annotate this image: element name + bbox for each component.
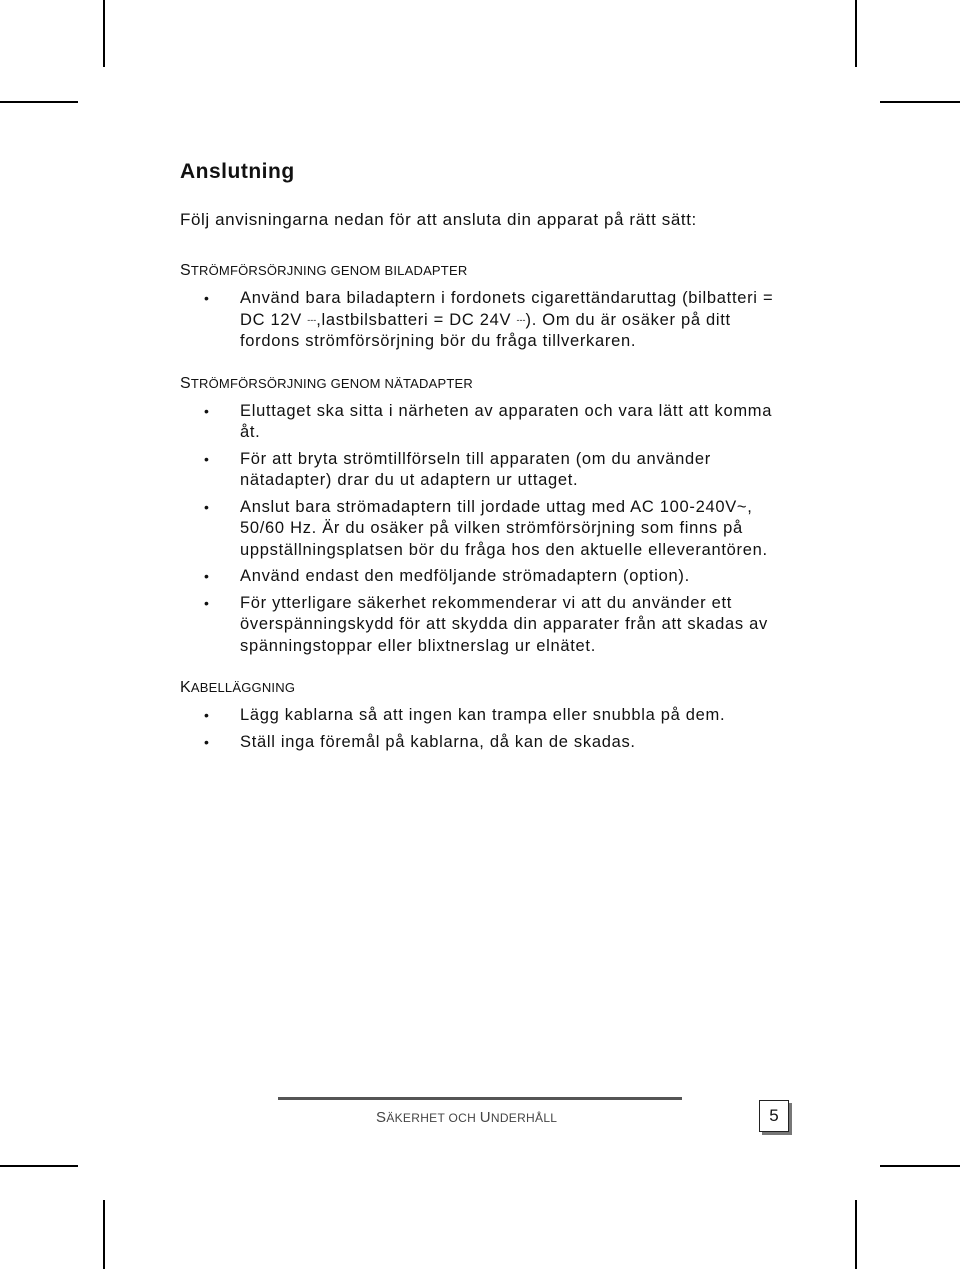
list-item <box>180 566 790 588</box>
item-text: Lägg kablarna så att ingen kan trampa eller snubbla på dem. <box>240 706 726 724</box>
crop-mark <box>103 1200 105 1269</box>
item-text: ,lastbilsbatteri = DC 24V <box>316 310 517 329</box>
footer-title <box>376 1109 557 1126</box>
crop-mark <box>855 1200 857 1269</box>
bullet-icon: • <box>204 450 210 467</box>
footer-title-rest: ÄKERHET OCH <box>386 1111 480 1125</box>
page-title: Anslutning <box>180 160 295 183</box>
section-heading-natadapter <box>180 375 790 393</box>
list-item <box>180 497 790 562</box>
item-text: Ställ inga föremål på kablarna, då kan de skadas. <box>240 732 636 751</box>
list-item <box>180 593 790 658</box>
item-text: ). Om du är osäker på ditt fordons strömförsörjning bör du fråga tillverkaren. <box>240 310 731 350</box>
footer-rule <box>278 1097 682 1100</box>
bullet-icon: • <box>204 594 210 611</box>
crop-mark <box>855 0 857 67</box>
heading-initial: S <box>180 262 191 279</box>
crop-mark <box>880 101 960 103</box>
item-text: Anslut bara strömadaptern till jordade uttag med AC 100-240V~, 50/60 Hz. Är du osäker på vilken strömförsörjning som finns på uppställningsplatsen bör du fråga hos den aktuelle elleverantören. <box>240 497 768 559</box>
bullet-list <box>180 705 790 753</box>
dc-symbol-icon: --- <box>307 314 317 325</box>
list-item <box>180 732 790 754</box>
item-text: För att bryta strömtillförseln till apparaten (om du använder nätadapter) drar du ut adaptern ur uttaget. <box>240 449 711 489</box>
bullet-icon: • <box>204 290 210 306</box>
bullet-icon: • <box>204 733 210 750</box>
heading-rest: ABELLÄGGNING <box>190 680 296 695</box>
item-text: Använd bara biladaptern i fordonets cigarettändaruttag (bilbatteri = DC 12V <box>240 289 774 329</box>
list-item <box>180 705 790 727</box>
crop-mark <box>0 101 78 103</box>
footer-title-initial: S <box>376 1109 387 1126</box>
intro-text: Följ anvisningarna nedan för att ansluta din apparat på rätt sätt: <box>180 210 697 229</box>
bullet-icon: • <box>204 498 210 515</box>
page-number: 5 <box>759 1100 789 1132</box>
section-heading-kabellaggning <box>180 679 790 697</box>
list-item <box>180 401 790 444</box>
heading-initial: S <box>180 374 191 392</box>
item-text: För ytterligare säkerhet rekommenderar vi att du använder ett överspänningskydd för att skydda din apparater från att skadas av spänningstoppar eller blixtnerslag ur elnätet. <box>240 593 768 655</box>
item-text: Eluttaget ska sitta i närheten av apparaten och vara lätt att komma åt. <box>240 401 773 441</box>
list-item <box>180 449 790 492</box>
crop-mark <box>880 1165 960 1167</box>
bullet-icon: • <box>204 568 210 584</box>
list-item <box>180 288 790 353</box>
crop-mark <box>103 0 105 67</box>
bullet-icon: • <box>204 402 210 419</box>
crop-mark <box>0 1165 78 1167</box>
heading-rest: TRÖMFÖRSÖRJNING GENOM NÄTADAPTER <box>190 375 473 391</box>
section-heading-biladapter <box>180 262 790 280</box>
dc-symbol-icon: --- <box>516 314 526 325</box>
footer-title-initial: U <box>479 1109 491 1126</box>
footer-title-rest: NDERHÅLL <box>490 1111 558 1125</box>
heading-initial: K <box>180 679 191 696</box>
heading-rest: TRÖMFÖRSÖRJNING GENOM BILADAPTER <box>190 263 468 278</box>
bullet-list <box>180 401 790 658</box>
page-content <box>180 160 790 758</box>
item-text: Använd endast den medföljande strömadaptern (option). <box>240 567 690 585</box>
bullet-list <box>180 288 790 353</box>
bullet-icon: • <box>204 707 210 723</box>
